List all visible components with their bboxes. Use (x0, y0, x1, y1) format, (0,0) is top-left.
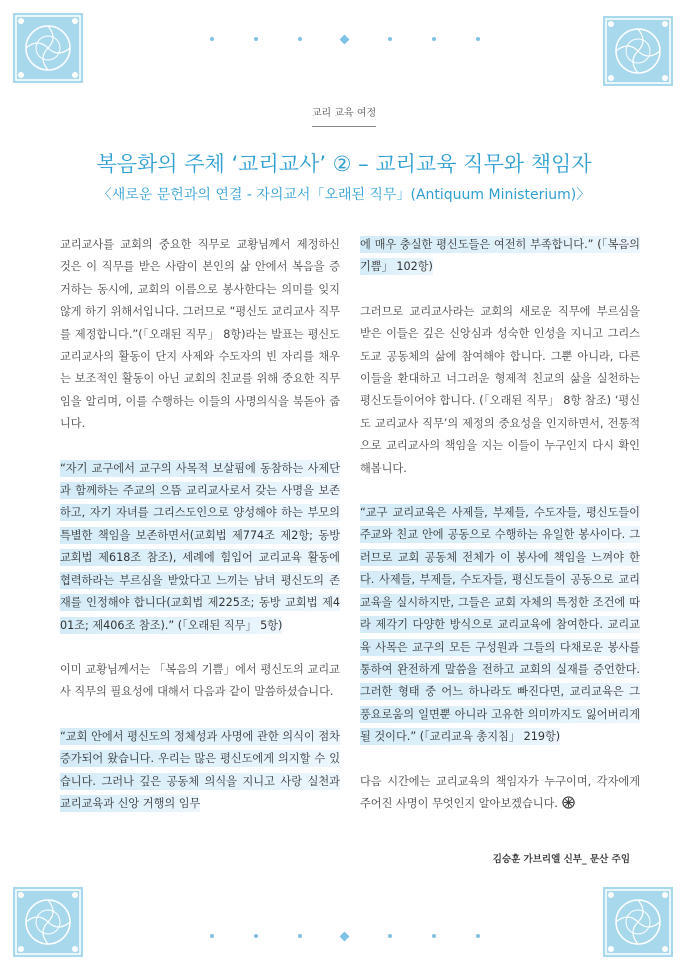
block-quote-continued (360, 234, 640, 279)
dot-ornament-bottom (210, 931, 480, 941)
dot-icon (298, 37, 302, 41)
quote-text: “교구 교리교육은 사제들, 부제들, 수도자들, 평신도들이 주교와 친교 안에 공동으로 수행하는 유일한 봉사이다. 그러므로 교회 공동체 전체가 이 봉사에 책임을 느껴야 한다. 사제들, 부제들, 수도자들, 평신도들이 공동으로 교리교육을 실시하지만, 그들은 교회 자체의 특정한 조건에 따라 제각기 다양한 방식으로 교리교육에 참여한다. 교리교육 사목은 교구의 모든 구성원과 그들의 다채로운 봉사를 통하여 완전하게 말씀을 전하고 교회의 실재를 증언한다. 그러한 형태 중 어느 하나라도 빠진다면, 교리교육은 그 풍요로움의 일면뿐 아니라 고유한 의미까지도 잃어버리게 될 것이다.” (「교리교육 총지침」 219항) (360, 506, 640, 744)
dot-icon (432, 934, 436, 938)
dot-icon (388, 37, 392, 41)
quote-text: “자기 교구에서 교구의 사목적 보살핌에 동참하는 사제단과 함께하는 주교의 으뜸 교리교사로서 갖는 사명을 보존하고, 자기 자녀를 그리스도인으로 양성해야 하는 부모의 특별한 책임을 보존하면서(교회법 제774조 제2항; 동방 교회법 제618조 참조), 세례에 힘입어 교리교육 활동에 협력하라는 부르심을 받았다고 느끼는 남녀 평신도의 존재를 인정해야 합니다(교회법 제225조; 동방 교회법 제401조; 제406조 참조).” (「오래된 직무」 5항) (60, 461, 340, 632)
section-divider (312, 126, 376, 127)
dot-icon (476, 934, 480, 938)
ornament-corner-icon (603, 16, 673, 86)
article-column-right (360, 234, 640, 815)
diamond-icon (340, 931, 350, 941)
diamond-icon (340, 34, 350, 44)
quote-text: 에 매우 충실한 평신도들은 여전히 부족합니다.” (「복음의 기쁨」 102항) (360, 238, 640, 274)
corner-ornament-bottom-right (603, 887, 673, 957)
corner-ornament-top-right (603, 16, 673, 86)
end-mark-icon (562, 796, 575, 809)
body-paragraph: 이미 교황님께서는 「복음의 기쁨」에서 평신도의 교리교사 직무의 필요성에 대해서 다음과 같이 말씀하셨습니다. (60, 662, 340, 699)
corner-ornament-top-left (13, 13, 83, 83)
ornament-corner-icon (603, 887, 673, 957)
dot-icon (476, 37, 480, 41)
quote-text: “교회 안에서 평신도의 정체성과 사명에 관한 의식이 점차 증가되어 왔습니다. 우리는 많은 평신도에게 의지할 수 있습니다. 그러나 깊은 공동체 의식을 지니고 사랑 실천과 교리교육과 신앙 거행의 임무 (60, 729, 340, 810)
ornament-corner-icon (13, 13, 83, 83)
dot-icon (254, 37, 258, 41)
body-paragraph: 그러므로 교리교사라는 교회의 새로운 직무에 부르심을 받은 이들은 깊은 신앙심과 성숙한 인성을 지니고 그리스도교 공동체의 삶에 참여해야 합니다. 그뿐 아니라, 다른 이들을 환대하고 너그러운 형제적 친교의 삶을 실천하는 평신도들이어야 합니다. (「오래된 직무」 8항 참조) ‘평신도 교리교사 직무’의 제정의 중요성을 인지하면서, 전통적으로 교리교사의 책임을 지는 이들이 누구인지 다시 확인해봅니다. (360, 304, 640, 475)
closing-paragraph (360, 771, 640, 816)
block-quote (60, 726, 340, 816)
corner-ornament-bottom-left (13, 887, 83, 957)
ornament-corner-icon (13, 887, 83, 957)
dot-icon (254, 934, 258, 938)
dot-icon (210, 37, 214, 41)
article-column-left (60, 234, 340, 815)
closing-text: 다음 시간에는 교리교육의 책임자가 누구이며, 각자에게 주어진 사명이 무엇인지 알아보겠습니다. (360, 774, 640, 810)
page-title: 복음화의 주체 ‘교리교사’ ② – 교리교육 직무와 책임자 (96, 152, 592, 176)
dot-icon (432, 37, 436, 41)
dot-icon (210, 934, 214, 938)
section-label: 교리 교육 여정 (311, 108, 377, 119)
author-credit: 김승훈 가브리엘 신부_ 문산 주임 (492, 854, 630, 865)
block-quote (360, 502, 640, 748)
dot-ornament-top (210, 34, 480, 44)
block-quote (60, 458, 340, 637)
body-paragraph: 교리교사를 교회의 중요한 직무로 교황님께서 제정하신 것은 이 직무를 받은 사람이 본인의 삶 안에서 복음을 증거하는 동시에, 교회의 이름으로 봉사한다는 의미를 잊지 않게 하기 위해서입니다. 그러므로 “평신도 교리교사 직무를 제정합니다.”(「오래된 직무」 8항)라는 발표는 평신도 교리교사의 활동이 단지 사제와 수도자의 빈 자리를 채우는 보조적인 활동이 아닌 교회의 친교를 위해 중요한 직무임을 알리며, 이를 수행하는 이들의 사명의식을 북돋아 줍니다. (60, 238, 340, 431)
dot-icon (388, 934, 392, 938)
dot-icon (298, 934, 302, 938)
page-subtitle: 〈새로운 문헌과의 연결 - 자의교서「오래된 직무」(Antiquum Ministerium)〉 (97, 187, 591, 203)
